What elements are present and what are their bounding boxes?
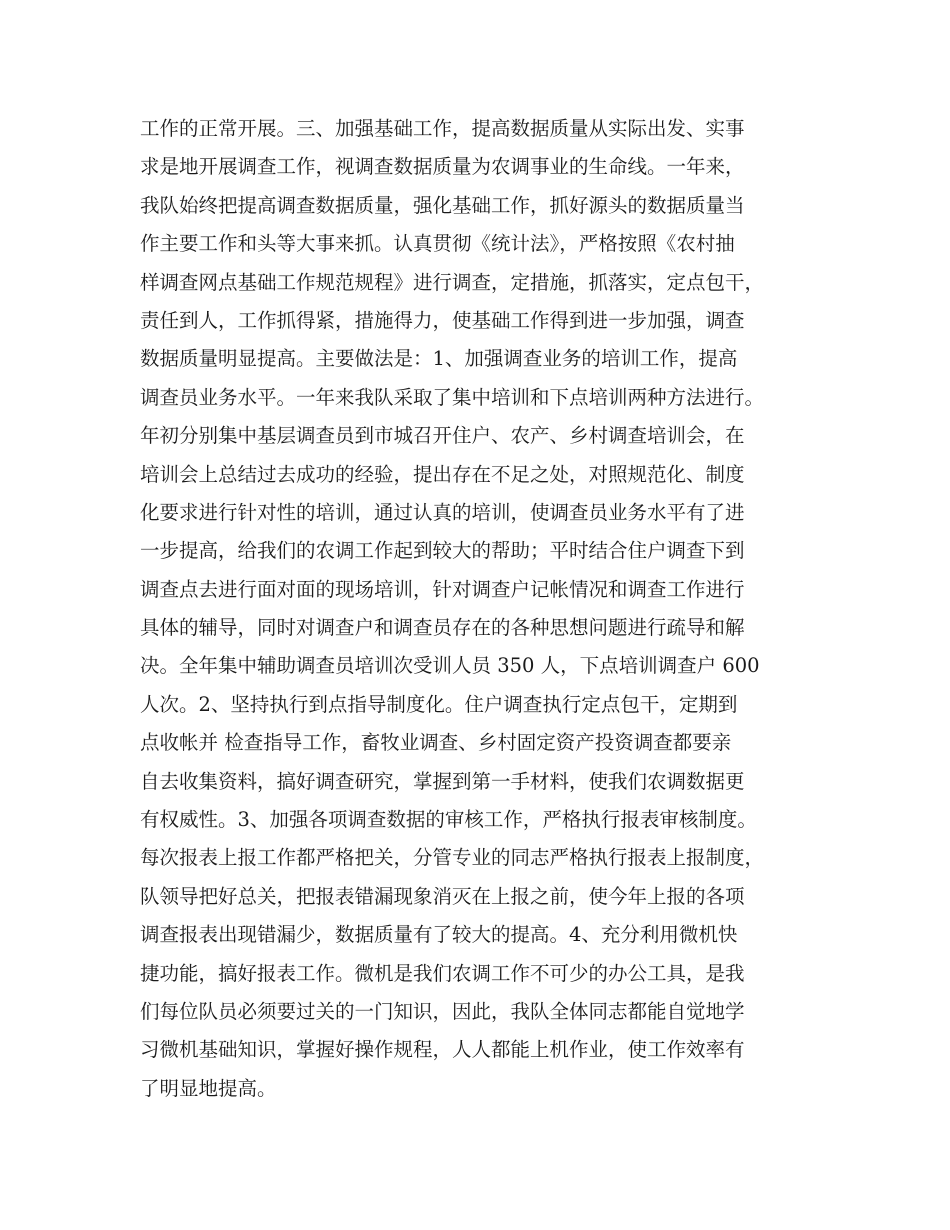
text-line-15: 决。全年集中辅助调查员培训次受训人员 350 人，下点培训调查户 600 [140, 654, 760, 678]
text-line-17: 点收帐并 检查指导工作，畜牧业调查、乡村固定资产投资调查都要亲 [140, 731, 732, 755]
text-line-12: 一步提高，给我们的农调工作起到较大的帮助；平时结合住户调查下到 [140, 539, 745, 563]
text-line-4: 作主要工作和头等大事来抓。认真贯彻《统计法》，严格按照《农村抽 [140, 232, 735, 256]
text-line-26: 了明显地提高。 [140, 1076, 277, 1100]
text-line-19: 有权威性。3、加强各项调查数据的审核工作，严格执行报表审核制度。 [140, 808, 757, 832]
text-line-20: 每次报表上报工作都严格把关，分管专业的同志严格执行报表上报制度， [140, 846, 765, 870]
text-line-24: 们每位队员必须要过关的一门知识，因此，我队全体同志都能自觉地学 [140, 999, 745, 1023]
text-line-1: 工作的正常开展。三、加强基础工作，提高数据质量从实际出发、实事 [140, 117, 745, 140]
text-line-6: 责任到人，工作抓得紧，措施得力，使基础工作得到进一步加强，调查 [140, 308, 745, 332]
text-line-18: 自去收集资料，搞好调查研究，掌握到第一手材料，使我们农调数据更 [140, 769, 745, 793]
text-line-22: 调查报表出现错漏少，数据质量有了较大的提高。4、充分利用微机快 [140, 923, 738, 947]
text-line-25: 习微机基础知识，掌握好操作规程，人人都能上机作业，使工作效率有 [140, 1038, 745, 1062]
text-line-8: 调查员业务水平。一年来我队采取了集中培训和下点培训两种方法进行。 [140, 385, 765, 409]
text-line-21: 队领导把好总关，把报表错漏现象消灭在上报之前，使今年上报的各项 [140, 884, 745, 908]
text-line-11: 化要求进行针对性的培训，通过认真的培训，使调查员业务水平有了进 [140, 500, 745, 524]
text-line-13: 调查点去进行面对面的现场培训，针对调查户记帐情况和调查工作进行 [140, 577, 745, 601]
text-line-5: 样调查网点基础工作规范规程》进行调查，定措施，抓落实，定点包干， [140, 270, 765, 294]
text-line-10: 培训会上总结过去成功的经验，提出存在不足之处，对照规范化、制度 [140, 462, 745, 486]
text-line-3: 我队始终把提高调查数据质量，强化基础工作，抓好源头的数据质量当 [140, 193, 745, 217]
text-line-23: 捷功能，搞好报表工作。微机是我们农调工作不可少的办公工具，是我 [140, 961, 745, 985]
body-text [140, 110, 840, 1108]
text-line-2: 求是地开展调查工作，视调查数据质量为农调事业的生命线。一年来， [140, 155, 745, 179]
text-line-16: 人次。2、坚持执行到点指导制度化。住户调查执行定点包干，定期到 [140, 692, 738, 716]
text-line-14: 具体的辅导，同时对调查户和调查员存在的各种思想问题进行疏导和解 [140, 616, 745, 640]
text-line-9: 年初分别集中基层调查员到市城召开住户、农产、乡村调查培训会，在 [140, 424, 745, 448]
text-line-7: 数据质量明显提高。主要做法是：1、加强调查业务的培训工作，提高 [140, 347, 738, 371]
